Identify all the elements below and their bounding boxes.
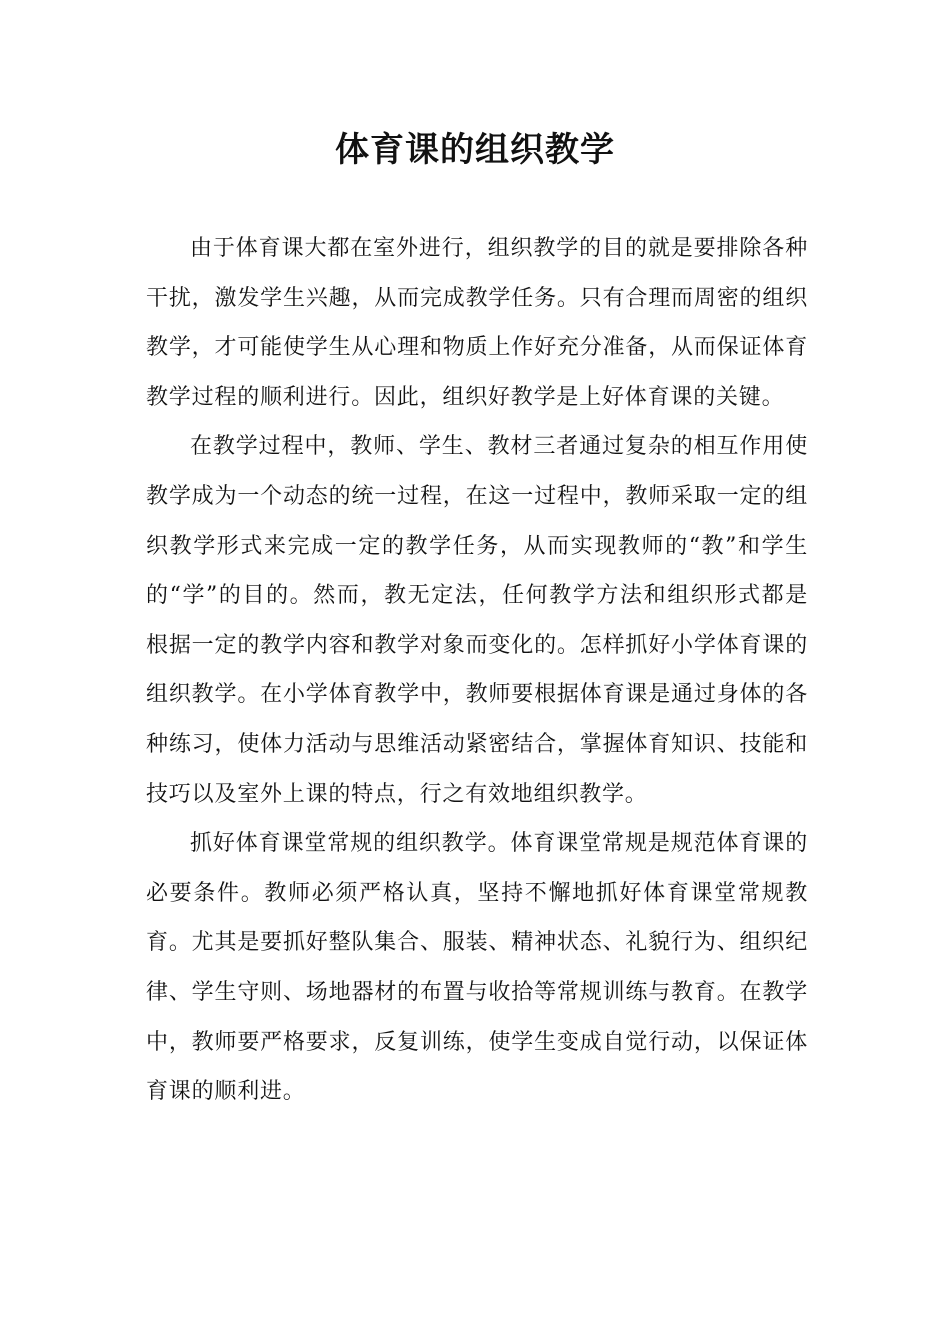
paragraph-1: 由于体育课大都在室外进行，组织教学的目的就是要排除各种干扰，激发学生兴趣，从而完成教学任务。只有合理而周密的组织教学，才可能使学生从心理和物质上作好充分准备，从而保证体育教学过程的顺利进行。因此，组织好教学是上好体育课的关键。 — [146, 236, 808, 410]
paragraph-3: 抓好体育课堂常规的组织教学。体育课堂常规是规范体育课的必要条件。教师必须严格认真，坚持不懈地抓好体育课堂常规教育。尤其是要抓好整队集合、服装、精神状态、礼貌行为、组织纪律、学生守则、场地器材的布置与收拾等常规训练与教育。在教学中，教师要严格要求，反复训练，使学生变成自觉行动，以保证体育课的顺利进。 — [146, 831, 808, 1105]
document-body — [146, 224, 808, 1117]
paragraph-2: 在教学过程中，教师、学生、教材三者通过复杂的相互作用使教学成为一个动态的统一过程，在这一过程中，教师采取一定的组织教学形式来完成一定的教学任务，从而实现教师的“教”和学生的“学”的目的。然而，教无定法，任何教学方法和组织形式都是根据一定的教学内容和教学对象而变化的。怎样抓好小学体育课的组织教学。在小学体育教学中，教师要根据体育课是通过身体的各种练习，使体力活动与思维活动紧密结合，掌握体育知识、技能和技巧以及室外上课的特点，行之有效地组织教学。 — [146, 434, 808, 807]
document-title: 体育课的组织教学 — [335, 130, 615, 170]
